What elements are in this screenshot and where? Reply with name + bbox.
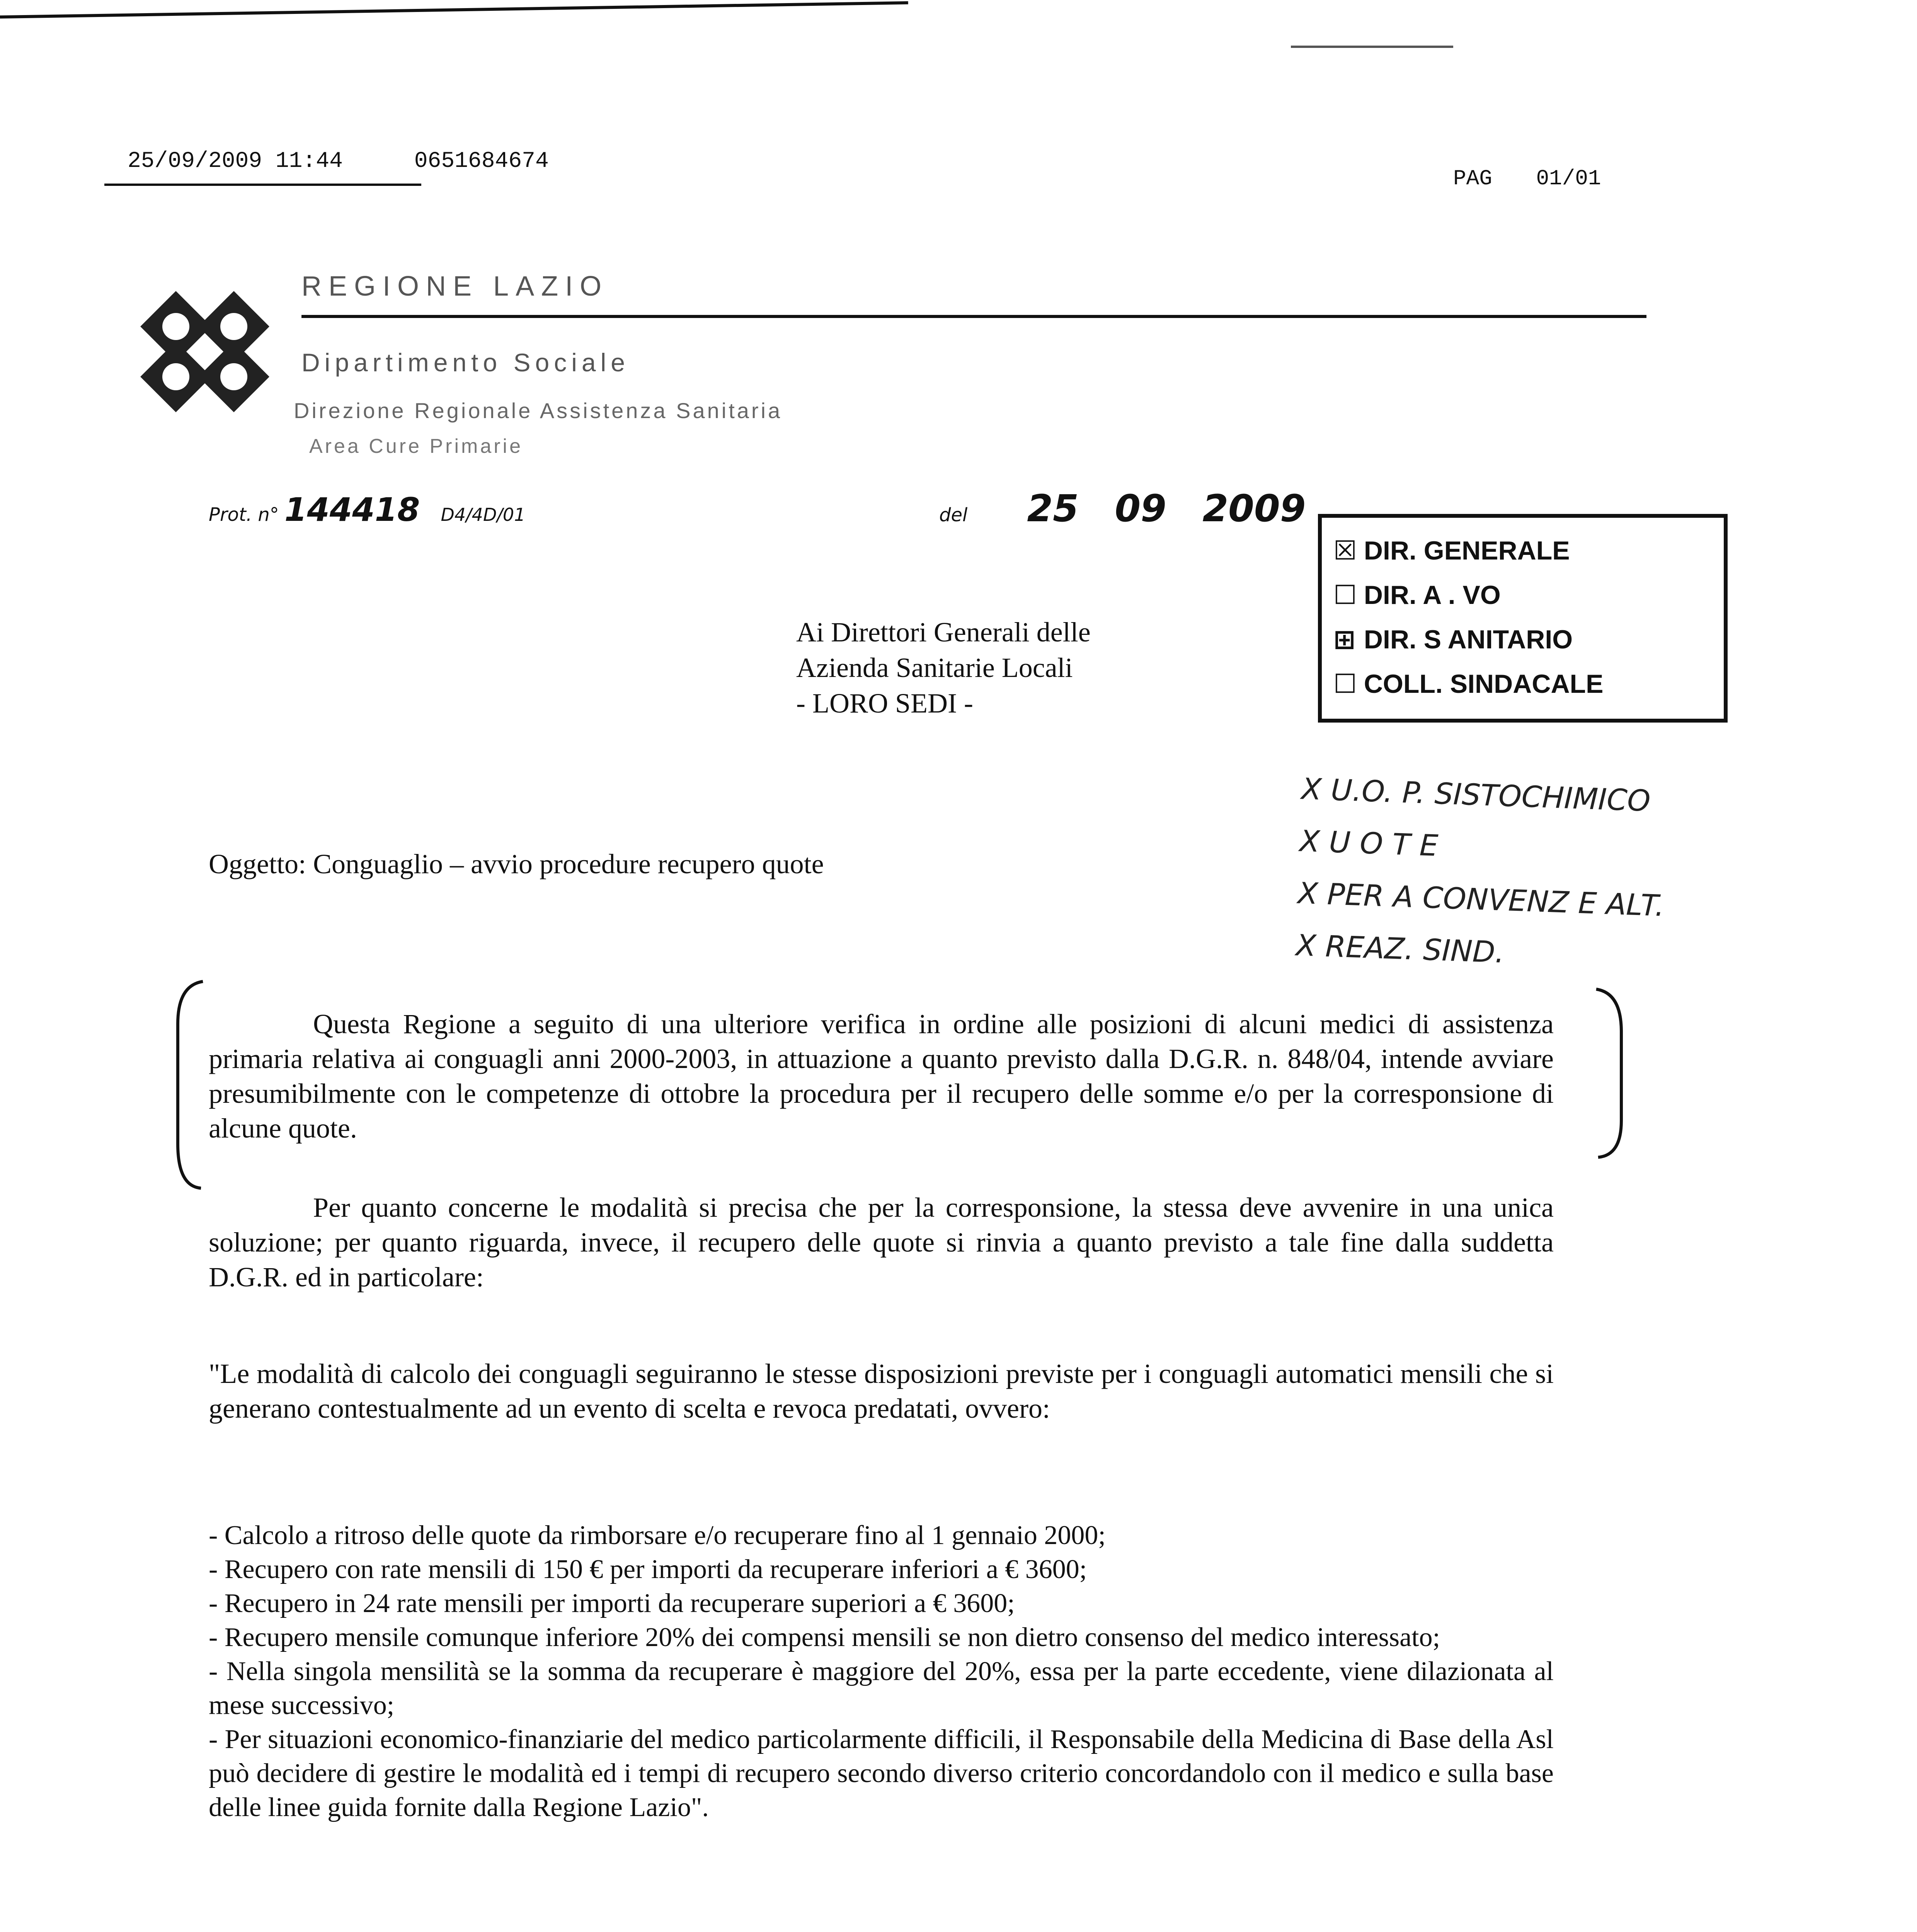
subject-text: Conguaglio – avvio procedure recupero quote (313, 849, 824, 879)
protocol-number: 144418 (284, 491, 420, 529)
list-item: - Calcolo a ritroso delle quote da rimborsare e/o recuperare fino al 1 gennaio 2000; (209, 1520, 1106, 1550)
routing-stamp (1318, 514, 1728, 723)
recipient-line1: Ai Direttori Generali delle (796, 617, 1091, 648)
protocol-line (209, 491, 525, 529)
handwritten-note: X PER A CONVENZ E ALT. (1297, 876, 1665, 923)
routing-item-general: ☒ DIR. GENERALE (1333, 529, 1712, 573)
routing-item-admin: ☐ DIR. A . VO (1333, 573, 1712, 617)
protocol-prefix: Prot. n° (209, 504, 279, 526)
fax-header-underline (104, 184, 421, 186)
letterhead-area: Area Cure Primarie (309, 435, 523, 457)
list-item: - Nella singola mensilità se la somma da recuperare è maggiore del 20%, essa per la parte eccedente, viene dilazionata al mese successivo; (209, 1656, 1554, 1720)
scan-edge-line (0, 1, 908, 19)
list-item: - Recupero mensile comunque inferiore 20% dei compensi mensili se non dietro consenso del medico interessato; (209, 1622, 1440, 1652)
handwritten-bracket-right (1592, 985, 1635, 1163)
protocol-date-block (939, 487, 1306, 530)
protocol-date: 25 09 2009 (1027, 487, 1306, 530)
fax-page-number: 01/01 (1536, 166, 1601, 191)
routing-item-sanitary: ⊞ DIR. S ANITARIO (1333, 617, 1712, 662)
handwritten-note: X U O T E (1299, 823, 1439, 863)
fax-header (128, 149, 549, 174)
fax-page-label: PAG (1453, 166, 1492, 191)
checkbox-checked-icon: ☒ (1333, 536, 1357, 565)
protocol-code: D4/4D/01 (441, 504, 526, 525)
scan-mark (1291, 46, 1453, 48)
fax-page (1453, 166, 1601, 191)
letterhead-department: Dipartimento Sociale (301, 348, 630, 377)
handwritten-note: X U.O. P. SISTOCHIMICO (1301, 771, 1651, 818)
routing-item-union: ☐ COLL. SINDACALE (1333, 662, 1712, 706)
recipient-block (796, 614, 1091, 721)
handwritten-note: X REAZ. SIND. (1295, 928, 1505, 970)
recovery-rules-list (209, 1519, 1554, 1825)
handwritten-notes (1295, 763, 1669, 984)
subject-line (209, 848, 824, 880)
letterhead-title: REGIONE LAZIO (301, 271, 609, 302)
subject-label: Oggetto: (209, 849, 306, 879)
recipient-line3: - LORO SEDI - (796, 688, 973, 719)
paragraph-modalities: Per quanto concerne le modalità si precisa che per la corresponsione, la stessa deve avvenire in una unica soluzione; per quanto riguarda, invece, il recupero delle quote si rinvia a quanto previsto a tale fine dalla suddetta D.G.R. ed in particolare: (209, 1192, 1554, 1293)
checkbox-icon: ☐ (1333, 580, 1357, 610)
letterhead-direction: Direzione Regionale Assistenza Sanitaria (294, 398, 783, 423)
list-item: - Recupero in 24 rate mensili per importi da recuperare superiori a € 3600; (209, 1588, 1015, 1618)
recipient-line2: Azienda Sanitarie Locali (796, 652, 1073, 683)
region-logo (128, 278, 282, 425)
fax-phone: 0651684674 (414, 149, 549, 174)
paragraph-quote: "Le modalità di calcolo dei conguagli seguiranno le stesse disposizioni previste per i conguagli automatici mensili che si generano contestualmente ad un evento di scelta e revoca predatati, ovvero: (209, 1358, 1554, 1424)
list-item: - Per situazioni economico-finanziarie del medico particolarmente difficili, il Responsabile della Medicina di Base della Asl può decidere di gestire le modalità ed i tempi di recupero secondo diverso criterio concordandolo con il medico e sulla base delle linee guida fornite dalla Regione Lazio". (209, 1725, 1554, 1822)
handwritten-bracket-left (166, 978, 209, 1194)
paragraph-intro: Questa Regione a seguito di una ulteriore verifica in ordine alle posizioni di alcuni medici di assistenza primaria relativa ai conguagli anni 2000-2003, in attuazione a quanto previsto dalla D.G.R. n. 848/04, intende avviare presumibilmente con le competenze di ottobre la procedura per il recupero delle somme e/o per la corresponsione di alcune quote. (209, 1009, 1554, 1144)
fax-datetime: 25/09/2009 11:44 (128, 149, 343, 174)
list-item: - Recupero con rate mensili di 150 € per importi da recuperare inferiori a € 3600; (209, 1554, 1087, 1584)
checkbox-icon: ☐ (1333, 669, 1357, 699)
checkbox-icon: ⊞ (1333, 625, 1355, 654)
letterhead-rule (301, 315, 1646, 318)
protocol-del-label: del (939, 504, 968, 526)
